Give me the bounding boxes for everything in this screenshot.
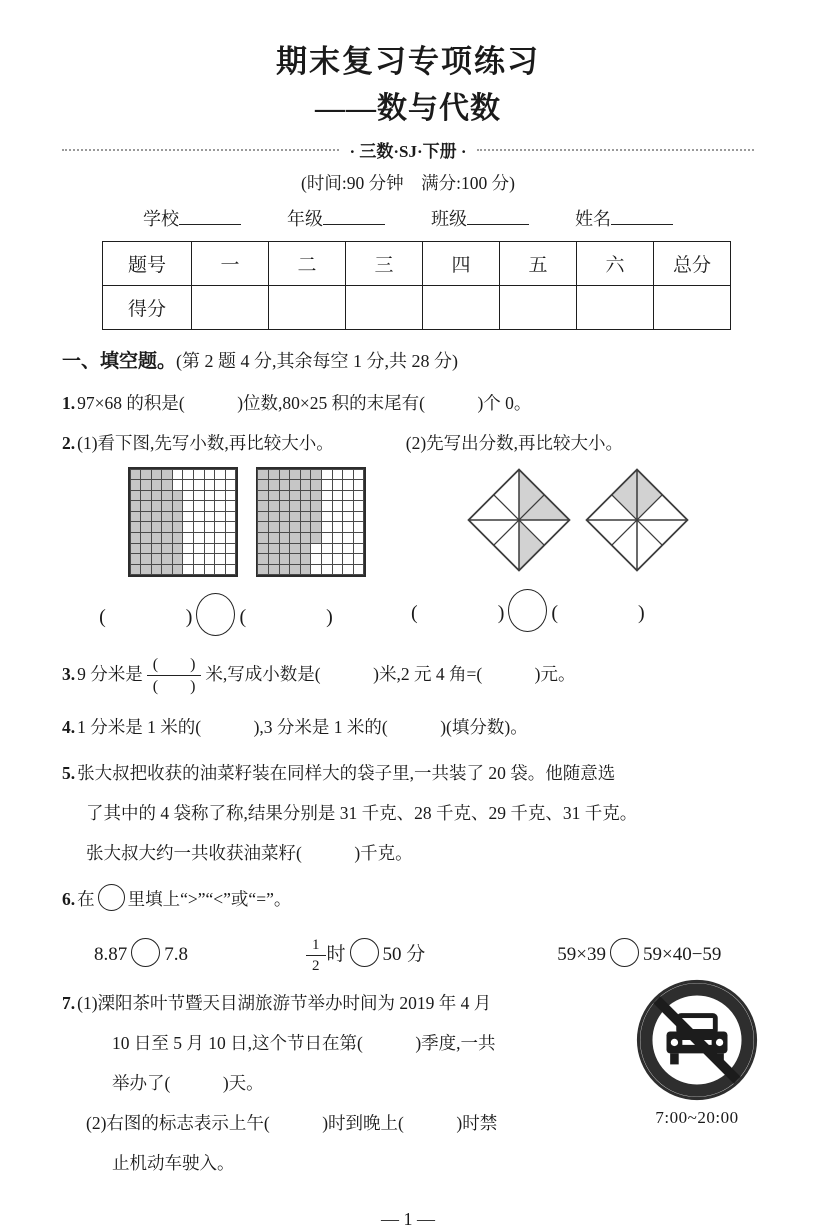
student-field-label: 年级 <box>287 209 323 229</box>
exam-info: (时间:90 分钟 满分:100 分) <box>301 173 515 193</box>
fraction-diamond-2 <box>584 467 690 573</box>
student-field-blank <box>323 210 385 225</box>
score-table-header-row <box>103 242 731 286</box>
score-table-header-cell: 三 <box>346 242 423 286</box>
question-7-line4: (2)右图的标志表示上午( )时到晚上( )时禁 <box>86 1112 498 1133</box>
question-4 <box>62 707 754 747</box>
question-2 <box>62 423 754 463</box>
score-cell-empty <box>654 286 731 330</box>
question-text: 9 分米是 <box>77 663 143 684</box>
fill-circle <box>98 884 125 911</box>
edition-divider <box>62 137 754 162</box>
question-text: 1 分米是 1 米的( ),3 分米是 1 米的( )(填分数)。 <box>77 716 528 737</box>
question-number: 2. <box>62 433 76 453</box>
score-table-header-cell: 五 <box>500 242 577 286</box>
comparison-1 <box>94 933 188 977</box>
student-field <box>143 205 241 231</box>
question-number: 7. <box>62 992 76 1013</box>
student-field <box>431 205 529 231</box>
grid-cell <box>353 564 365 576</box>
score-table-header-cell: 六 <box>577 242 654 286</box>
comparison-circle <box>196 593 235 636</box>
fraction-denominator: 2 <box>312 957 320 974</box>
grids-answer-row <box>66 593 366 636</box>
fraction-blank <box>147 655 202 696</box>
question-number: 1. <box>62 393 76 413</box>
page-title: 期末复习专项练习 <box>276 44 540 79</box>
question-5 <box>62 753 754 873</box>
edition-label: · 三数·SJ·下册 · <box>349 142 467 161</box>
comparison-circle <box>610 938 639 967</box>
question-text: 在 <box>77 888 95 909</box>
student-info-row <box>62 205 754 231</box>
question-number: 3. <box>62 663 76 684</box>
question-5-line2: 了其中的 4 袋称了称,结果分别是 31 千克、28 千克、29 千克、31 千克。 <box>86 802 638 823</box>
section-heading-title: 一、填空题。 <box>62 351 177 372</box>
question-7-line2: 10 日至 5 月 10 日,这个节日在第( )季度,一共 <box>112 1032 496 1053</box>
question-number: 5. <box>62 762 76 783</box>
section-heading-note: (第 2 题 4 分,其余每空 1 分,共 28 分) <box>176 351 459 371</box>
fraction-numerator: ( ) <box>147 655 202 676</box>
fraction-numerator: 1 <box>306 936 326 956</box>
question-5-line3: 张大叔大约一共收获油菜籽( )千克。 <box>86 842 413 863</box>
student-field-label: 姓名 <box>575 209 611 229</box>
comparison-left: 59×39 <box>557 943 606 965</box>
diamonds-answer-row <box>366 589 690 632</box>
question-number: 4. <box>62 716 76 737</box>
fraction-diamonds <box>466 467 690 573</box>
comparison-right: 59×40−59 <box>643 943 722 965</box>
score-table-header-cell: 四 <box>423 242 500 286</box>
decimal-grids-column <box>66 467 366 636</box>
score-cell-empty <box>423 286 500 330</box>
answer-blank: ( ) <box>239 605 333 628</box>
sign-time-label: 7:00~20:00 <box>655 1107 739 1127</box>
question-2-part2: (2)先写出分数,再比较大小。 <box>405 433 624 453</box>
fraction-diamond-1 <box>466 467 572 573</box>
fraction-one-half <box>306 936 326 975</box>
no-motor-vehicles-sign <box>630 979 764 1128</box>
dotted-line <box>477 149 754 151</box>
comparison-right: 7.8 <box>164 943 188 965</box>
dotted-line <box>62 149 339 151</box>
score-cell-empty <box>192 286 269 330</box>
score-table-header-cell: 总分 <box>654 242 731 286</box>
question-1 <box>62 383 754 423</box>
question-text: 里填上“>”“<”或“=”。 <box>127 888 292 909</box>
score-table-header-cell: 一 <box>192 242 269 286</box>
student-field-label: 班级 <box>431 209 467 229</box>
student-field <box>575 205 673 231</box>
student-field-label: 学校 <box>143 209 179 229</box>
student-field-blank <box>467 210 529 225</box>
question-6-lead <box>62 879 754 919</box>
section-heading <box>62 340 754 383</box>
grid-cell <box>225 564 237 576</box>
comparison-circle <box>508 589 547 632</box>
comparison-left: 时 <box>326 943 346 965</box>
question-3 <box>62 654 754 697</box>
score-table <box>102 241 731 330</box>
hundred-grid-1 <box>128 467 238 577</box>
page-number: — 1 — <box>381 1208 435 1229</box>
score-cell-empty <box>577 286 654 330</box>
comparison-right: 50 分 <box>382 943 426 965</box>
question-number: 6. <box>62 888 76 909</box>
answer-blank: ( ) <box>99 605 193 628</box>
question-text: (1)溧阳茶叶节暨天目湖旅游节举办时间为 2019 年 4 月 <box>77 992 492 1013</box>
question-5-line1 <box>62 753 754 793</box>
score-cell-empty <box>500 286 577 330</box>
question-text: 97×68 的积是( )位数,80×25 积的末尾有( )个 0。 <box>77 393 532 413</box>
question-text: 张大叔把收获的油菜籽装在同样大的袋子里,一共装了 20 袋。他随意选 <box>77 762 616 783</box>
score-row-label: 得分 <box>103 286 192 330</box>
student-field-blank <box>179 210 241 225</box>
question-2-figures <box>66 467 754 636</box>
question-7-text <box>62 983 637 1183</box>
score-cell-empty <box>346 286 423 330</box>
score-table-header-cell: 二 <box>269 242 346 286</box>
comparison-left: 8.87 <box>94 943 128 965</box>
question-7 <box>62 983 754 1183</box>
question-7-line1 <box>62 983 637 1023</box>
answer-blank: ( ) <box>551 602 645 624</box>
hundred-grid-2 <box>256 467 366 577</box>
question-7-line3: 举办了( )天。 <box>112 1072 264 1093</box>
comparison-circle <box>350 938 379 967</box>
question-2-part1: (1)看下图,先写小数,再比较大小。 <box>77 433 334 453</box>
question-7-line5: 止机动车驶入。 <box>112 1152 235 1173</box>
score-table-score-row <box>103 286 731 330</box>
fraction-diamonds-column <box>366 467 690 636</box>
answer-blank: ( ) <box>411 602 505 624</box>
comparison-circle <box>131 938 160 967</box>
score-cell-empty <box>269 286 346 330</box>
question-text: 米,写成小数是( )米,2 元 4 角=( )元。 <box>205 663 576 684</box>
fraction-denominator: ( ) <box>152 678 196 696</box>
page-subtitle: ——数与代数 <box>315 92 501 125</box>
comparison-2 <box>306 933 425 977</box>
hundred-grids <box>128 467 366 577</box>
comparison-row <box>94 933 754 977</box>
question-6 <box>62 879 754 977</box>
comparison-3 <box>557 933 721 977</box>
score-table-header-cell: 题号 <box>103 242 192 286</box>
student-field <box>287 205 385 231</box>
prohibition-sign-icon <box>636 979 758 1101</box>
student-field-blank <box>611 210 673 225</box>
